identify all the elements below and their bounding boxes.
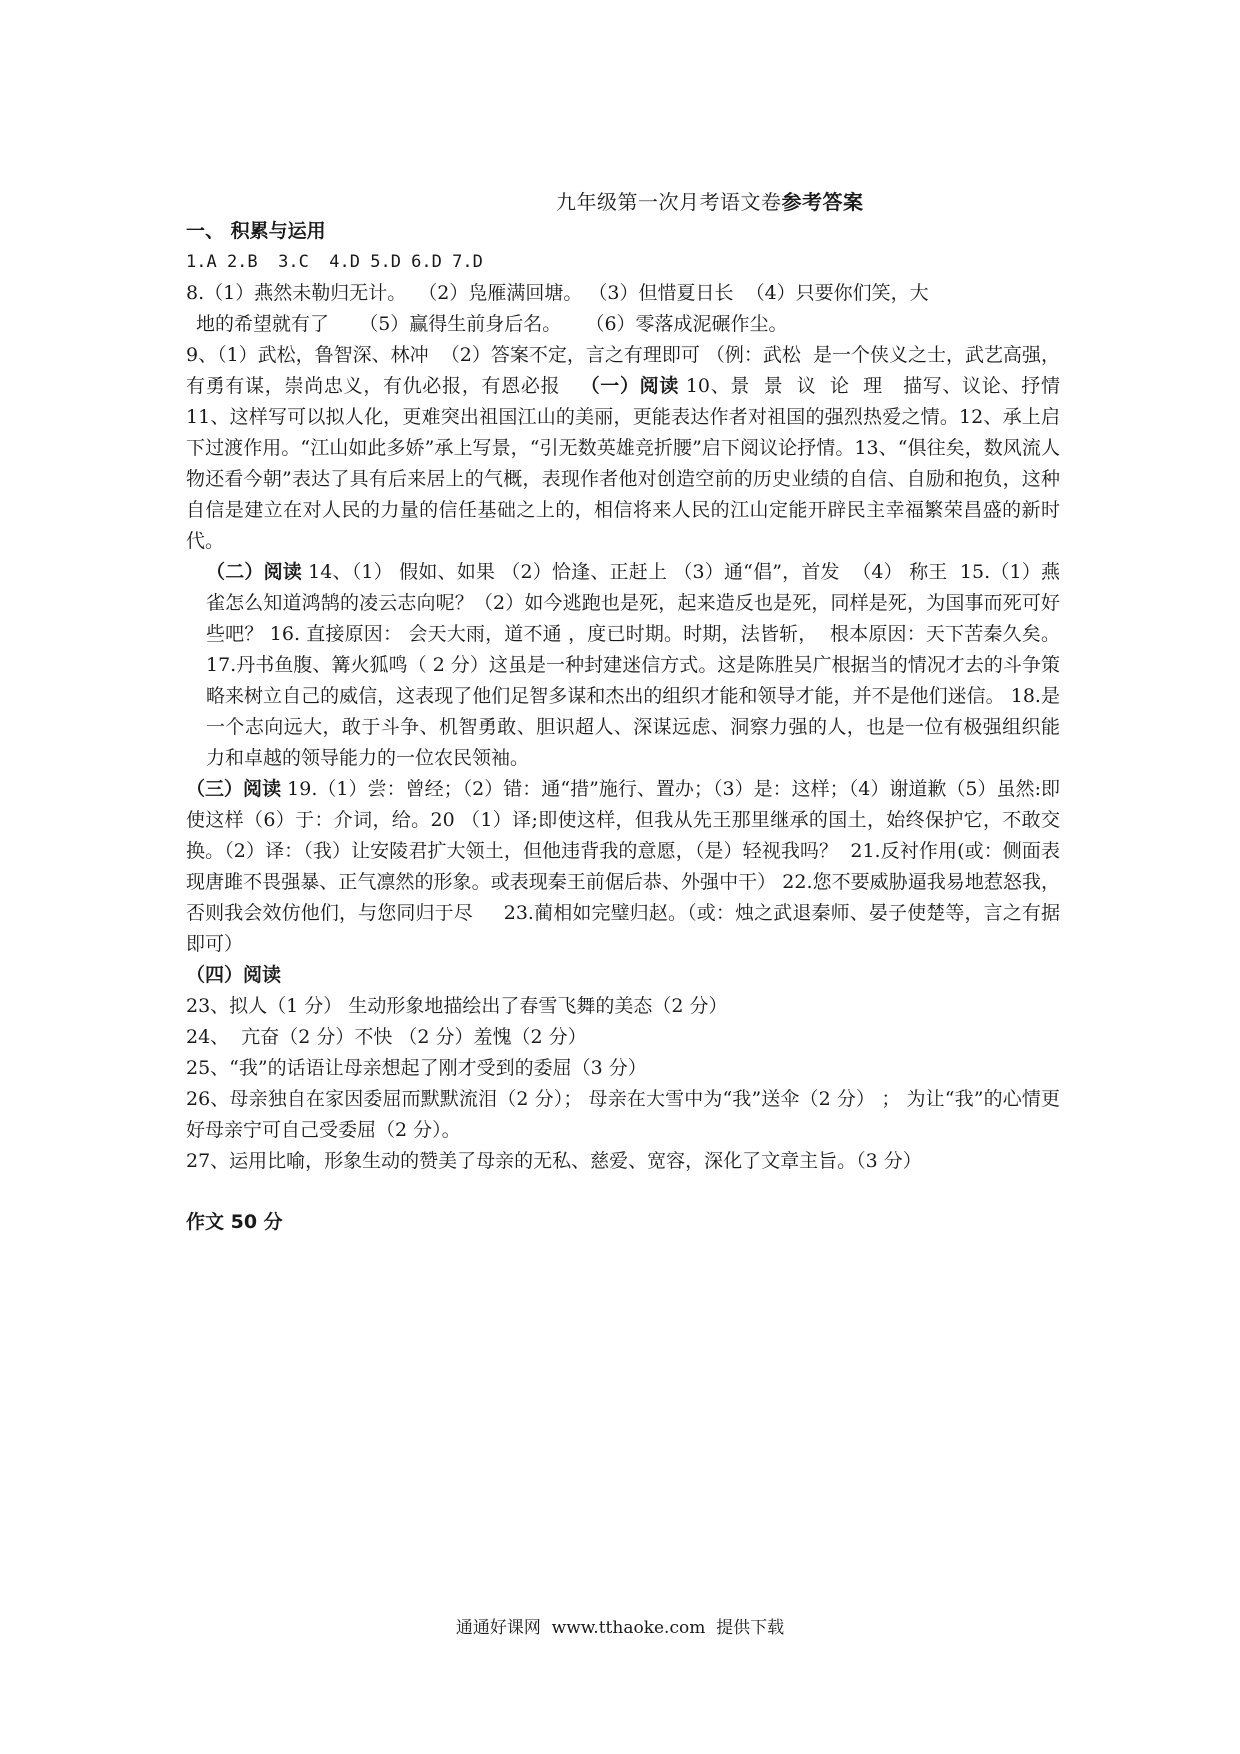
question-24: 24、 亢奋（2 分）不快 （2 分）羞愧（2 分）	[186, 1026, 587, 1048]
title-prefix: 九年级第一次月考语文卷	[556, 190, 782, 214]
reading-1-text: 10、景 景 议 论 理 描写、议论、抒情 11、这样写可以拟人化，更难突出祖国江山的美丽，更能表达作者对祖国的强烈热爱之情。12、承上启下过渡作用。“江山如此多娇”承上写景，“引无数英雄竞折腰”启下阅议论抒情。13、“俱往矣，数风流人物还看今朝”表达了具有后来居上的气概，表现作者他对创造空前的历史业绩的自信、自励和抱负，这种自信是建立在对人民的力量的信任基础之上的，相信将来人民的江山定能开辟民主幸福繁荣昌盛的新时代。	[186, 375, 1079, 552]
question-9-and-reading-1	[186, 340, 1079, 557]
reading-3-heading: （三）阅读	[186, 778, 282, 800]
question-8-line-1: 8.（1）燕然未勒归无计。 （2）凫雁满回塘。 （3）但惜夏日长 （4）只要你们笑，大	[186, 282, 929, 304]
reading-1-heading: （一）阅读	[580, 375, 680, 397]
question-23: 23、拟人（1 分） 生动形象地描绘出了春雪飞舞的美态（2 分）	[186, 995, 728, 1017]
question-26: 26、母亲独自在家因委屈而默默流泪（2 分）； 母亲在大雪中为“我”送伞（2 分） ； 为让“我”的心情更好母亲宁可自己受委屈（2 分）。	[186, 1088, 1060, 1141]
reading-3-block	[186, 774, 1060, 960]
question-9-text: 9、（1）武松，鲁智深、林冲 （2）答案不定，言之有理即可 （例：武松 是一个侠义之士，武艺高强，有勇有谋，崇尚忠义，有仇必报，有恩必报	[186, 344, 1060, 397]
multiple-choice-answers: 1.A 2.B 3.C 4.D 5.D 6.D 7.D	[186, 252, 483, 272]
reading-4-heading: （四）阅读	[186, 964, 282, 986]
question-25: 25、“我”的话语让母亲想起了刚才受到的委屈（3 分）	[186, 1057, 647, 1079]
page-title	[556, 186, 864, 215]
question-27: 27、运用比喻，形象生动的赞美了母亲的无私、慈爱、宽容，深化了文章主旨。（3 分）	[186, 1150, 922, 1172]
essay-score: 作文 50 分	[186, 1211, 283, 1233]
reading-2-text: 14、（1） 假如、如果 （2）恰逢、正赶上 （3）通“倡”，首发 （4） 称王 15.（1）燕雀怎么知道鸿鹄的凌云志向呢？（2）如今逃跑也是死，起来造反也是死，同样是死，为国事而死可好些吧？ 16. 直接原因： 会天大雨，道不通 ，度已时期。时期，法皆斩， 根本原因：天下苦秦久矣。 17.丹书鱼腹、篝火狐鸣（ 2 分）这虽是一种封建迷信方式。这是陈胜吴广根据当的情况才去的斗争策略来树立自己的威信，这表现了他们足智多谋和杰出的组织才能和领导才能，并不是他们迷信。 18.是一个志向远大，敢于斗争、机智勇敢、胆识超人、深谋远虑、洞察力强的人，也是一位有极强组织能力和卓越的领导能力的一位农民领袖。	[206, 561, 1079, 769]
reading-2-heading: （二）阅读	[206, 561, 302, 583]
page-footer: 通通好课网 www.tthaoke.com 提供下载	[455, 1618, 785, 1638]
question-8-line-2: 地的希望就有了 （5）赢得生前身后名。 （6）零落成泥碾作尘。	[196, 313, 788, 335]
reading-3-text: 19.（1）尝：曾经；（2）错：通“措”施行、置办；（3）是：这样；（4）谢道歉（5）虽然:即使这样（6）于：介词，给。20 （1）译;即使这样，但我从先王那里继承的国土，始终保护它，不敢交换。（2）译：（我）让安陵君扩大领土，但他违背我的意愿，（是）轻视我吗？ 21.反衬作用(或：侧面表现唐雎不畏强暴、正气凛然的形象。或表现秦王前倨后恭、外强中干） 22.您不要威胁逼我易地惹怒我，否则我会效仿他们，与您同归于尽 23.蔺相如完璧归赵。（或：烛之武退秦师、晏子使楚等，言之有据即可）	[186, 778, 1060, 955]
title-bold: 参考答案	[781, 190, 864, 214]
answer-content	[186, 216, 1079, 1238]
reading-2-block	[186, 557, 1079, 774]
section-one-heading: 一、 积累与运用	[186, 220, 326, 242]
